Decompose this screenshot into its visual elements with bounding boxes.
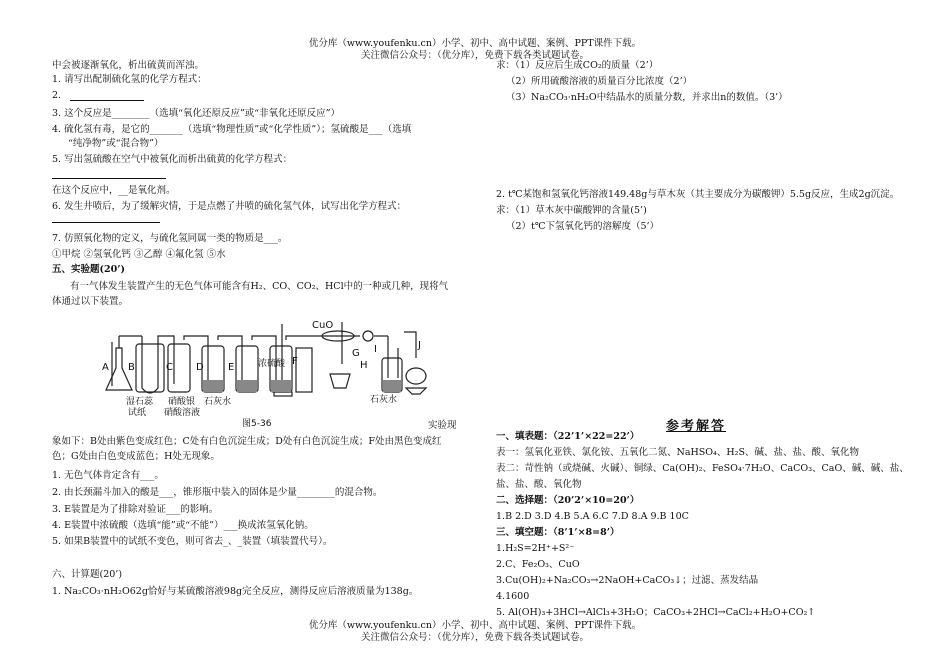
answer-fill-5: 5. Al(OH)₃+3HCl→AlCl₃+3H₂O；CaCO₃+2HCl→CaCl₂+H₂O+CO₂↑	[496, 607, 816, 618]
fig-label-i: I	[374, 344, 377, 355]
observation: 象如下：B处由紫色变成红色；C处有白色沉淀生成；D处有白色沉淀生成；F处由黑色变成红	[52, 436, 442, 447]
calc-q2-sub-1: 求：（1）草木灰中碳酸钾的含量(5’)	[496, 205, 647, 216]
answer-table-2: 表二：苛性钠（或烧碱、火碱）、铜绿、Ca(OH)₂、FeSO₄·7H₂O、CaCO₃、CaO、碱、碱、盐、	[496, 463, 909, 474]
calc-sub-1: 求：（1）反应后生成CO₂的质量（2’）	[496, 60, 659, 71]
question-6: 6. 发生井喷后，为了缓解灾情，于是点燃了井喷的硫化氢气体，试写出化学方程式：	[52, 201, 407, 212]
fig-label-paper: 试纸	[128, 408, 147, 418]
exp-question-2: 2. 由长颈漏斗加入的酸是___，锥形瓶中装入的固体是少量________的混合物。	[52, 487, 383, 498]
fig-label-a: A	[102, 362, 109, 373]
calc-sub-2: （2）所用硫酸溶液的质量百分比浓度（2’）	[506, 76, 693, 87]
experiment-paragraph: 有一气体发生装置产生的无色气体可能含有H₂、CO、CO₂、HCl中的一种或几种，现将气	[70, 281, 449, 292]
question-5: 5. 写出氢硫酸在空气中被氧化而析出硫黄的化学方程式：	[52, 154, 293, 165]
fig-label-h: H	[360, 360, 368, 371]
text-line: 中会被逐渐氧化，析出硫黄而浑浊。	[52, 60, 205, 71]
section-calculation: 六、计算题(20’)	[52, 569, 123, 580]
fig-label-f: F	[292, 356, 298, 367]
answer-section-3: 三、填空题：（8’1’×8=8’）	[496, 527, 620, 538]
experiment-paragraph-cont: 体通过以下装置。	[52, 296, 129, 307]
answer-fill-2: 2.C、Fe₂O₃、CuO	[496, 559, 580, 570]
fig-label-cuo: CuO	[312, 320, 334, 331]
answer-section-1: 一、填表题：（22’1’×22=22’）	[496, 431, 640, 442]
question-4: 4. 硫化氢有毒，是它的_______（选填“物理性质”或“化学性质”）；氢硫酸是___（选填	[52, 124, 412, 135]
calc-question-2: 2. t℃某饱和氢氧化钙溶液149.48g与草木灰（其主要成分为碳酸钾）5.5g反应，生成2g沉淀。	[496, 189, 900, 200]
fig-label-litmus: 湿石蕊	[126, 397, 154, 407]
answer-fill-4: 4.1600	[496, 591, 530, 602]
answer-fill-3: 3.Cu(OH)₂+Na₂CO₃→2NaOH+CaCO₃↓；过滤、蒸发结晶	[496, 575, 759, 586]
fig-label-conc-sulfuric: 浓硫酸	[258, 359, 286, 369]
footer-line-1: 优分库（www.youfenku.cn）小学、初中、高中试题、案例、PPT课件下载。	[308, 620, 642, 631]
exp-question-4: 4. E装置中浓硫酸（选填“能”或“不能”）___换成浓氢氧化钠。	[52, 520, 314, 531]
question-7: 7. 仿照氧化物的定义，与硫化氢同属一类的物质是___。	[52, 233, 288, 244]
calc-q2-sub-2: （2）t℃下氢氧化钙的溶解度（5’）	[506, 221, 660, 232]
answer-table-1: 表一：氢氧化亚铁、氯化铵、五氧化二氮、NaHSO₄、H₂S、碱、盐、盐、酸、氧化物	[496, 447, 859, 458]
question-2: 2.	[52, 90, 62, 101]
observation-cont: 色；G处由白色变成蓝色；H处无现象。	[52, 451, 220, 462]
exp-question-5: 5. 如果B装置中的试纸不变色，则可省去_、_装置（填装置代号）。	[52, 536, 333, 547]
calc-question-1: 1. Na₂CO₃·nH₂O62g恰好与某硫酸溶液98g完全反应，测得反应后溶液质量为138g。	[52, 586, 419, 597]
answer-choices: 1.B 2.D 3.D 4.B 5.A 6.C 7.D 8.A 9.B 10C	[496, 511, 689, 522]
answer-section-2: 二、选择题：（20’2’×10=20’）	[496, 495, 640, 506]
question-1: 1. 请写出配制硫化氢的化学方程式：	[52, 74, 207, 85]
fig-label-j: J	[418, 340, 421, 351]
header-line-1: 优分库（www.youfenku.cn）小学、初中、高中试题、案例、PPT课件下载。	[308, 38, 642, 49]
footer-line-2: 关注微信公众号：（优分库），免费下载各类试题试卷。	[360, 632, 589, 643]
fig-label-b: B	[128, 362, 135, 373]
answer-line	[52, 222, 160, 223]
observation-tail: 实验现	[428, 420, 457, 431]
fig-label-g: G	[352, 348, 360, 359]
calc-sub-3: （3）Na₂CO₃·nH₂O中结晶水的质量分数，并求出n的数值。（3’）	[506, 92, 788, 103]
answer-title: 参考解答	[666, 419, 727, 434]
fig-caption: 图5-36	[242, 419, 272, 428]
fig-label-nitric-acid: 硝酸溶液	[164, 408, 201, 418]
question-7-options: ①甲烷 ②氢氧化钙 ③乙醇 ④氟化氢 ⑤水	[52, 249, 226, 260]
exp-question-1: 1. 无色气体肯定含有___。	[52, 470, 164, 481]
exp-question-3: 3. E装置是为了排除对验证___的影响。	[52, 504, 219, 515]
fig-label-d: D	[196, 362, 204, 373]
page-header	[0, 38, 950, 62]
question-5-oxidant: 在这个反应中，__是氧化剂。	[52, 185, 176, 196]
question-4-cont: “纯净物”或“混合物”）	[68, 138, 164, 149]
answer-line	[70, 100, 144, 101]
answer-line	[52, 178, 166, 179]
question-3: 3. 这个反应是________（选填“氧化还原反应”或“非氧化还原反应”）	[52, 108, 341, 119]
fig-label-limewater-2: 石灰水	[370, 395, 398, 405]
answer-table-2-cont: 盐、盐、酸、氧化物	[496, 479, 582, 490]
section-experiment: 五、实验题(20’)	[52, 264, 126, 275]
fig-label-limewater: 石灰水	[204, 397, 232, 407]
page-footer	[0, 620, 950, 644]
apparatus-figure	[98, 318, 428, 428]
fig-label-e: E	[228, 362, 235, 373]
header-line-2: 关注微信公众号：（优分库），免费下载各类试题试卷。	[360, 50, 589, 61]
fig-label-silver-nitrate: 硝酸银	[168, 397, 196, 407]
answer-fill-1: 1.H₂S=2H⁺+S²⁻	[496, 543, 575, 554]
fig-label-c: C	[166, 362, 173, 373]
